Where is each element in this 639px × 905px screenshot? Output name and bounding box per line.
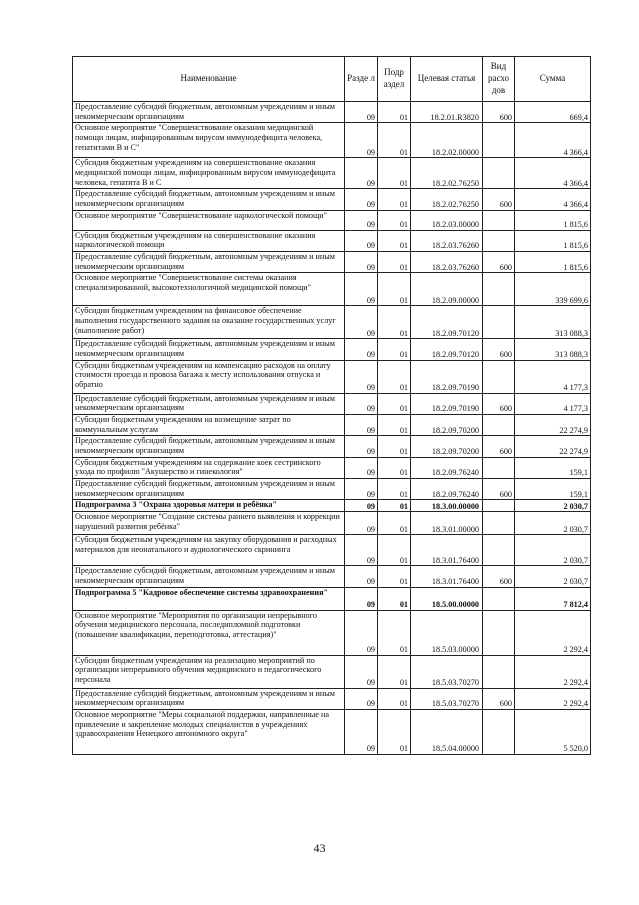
cell-statya: 18.5.03.00000 — [411, 610, 483, 655]
cell-podrazdel: 01 — [378, 500, 411, 512]
cell-summa: 339 699,6 — [515, 273, 591, 306]
cell-razdel: 09 — [345, 360, 378, 393]
cell-summa: 159,1 — [515, 479, 591, 500]
table-row — [73, 566, 591, 587]
cell-name: Основное мероприятие "Меры социальной поддержки, направленные на привлечение и закрепление молодых специалистов в учреждениях здравоохранения Ненецкого автономного округа" — [73, 710, 345, 755]
cell-statya: 18.2.09.76240 — [411, 479, 483, 500]
cell-statya: 18.2.09.00000 — [411, 273, 483, 306]
header-vid: Вид расхо дов — [483, 57, 515, 102]
table-row — [73, 512, 591, 535]
cell-vid: 600 — [483, 436, 515, 457]
cell-vid — [483, 655, 515, 688]
cell-statya: 18.3.00.00000 — [411, 500, 483, 512]
cell-name: Предоставление субсидий бюджетным, автономным учреждениям и иным некоммерческим организациям — [73, 102, 345, 123]
table-row — [73, 415, 591, 436]
cell-podrazdel: 01 — [378, 655, 411, 688]
cell-summa: 1 815,6 — [515, 252, 591, 273]
cell-name: Основное мероприятие "Совершенствование системы оказания специализированной, высокотехнологичной медицинской помощи" — [73, 273, 345, 306]
cell-summa: 2 030,7 — [515, 512, 591, 535]
cell-name: Основное мероприятие "Создание системы раннего выявления и коррекции нарушений развития ребёнка" — [73, 512, 345, 535]
cell-podrazdel: 01 — [378, 210, 411, 230]
table-row — [73, 688, 591, 709]
cell-name: Субсидия бюджетным учреждениям на совершенствование оказания медицинской помощи лицам, инфицированным вирусом иммунодефицита человека, гепатита В и С — [73, 158, 345, 189]
cell-podrazdel: 01 — [378, 252, 411, 273]
cell-podrazdel: 01 — [378, 189, 411, 210]
cell-summa: 4 177,3 — [515, 393, 591, 414]
cell-summa: 4 366,4 — [515, 158, 591, 189]
table-row — [73, 479, 591, 500]
cell-vid: 600 — [483, 479, 515, 500]
cell-statya: 18.2.09.70120 — [411, 339, 483, 360]
cell-vid — [483, 457, 515, 478]
cell-podrazdel: 01 — [378, 158, 411, 189]
table-row — [73, 457, 591, 478]
header-row — [73, 57, 591, 102]
cell-razdel: 09 — [345, 566, 378, 587]
table-row — [73, 360, 591, 393]
cell-vid: 600 — [483, 102, 515, 123]
table-row — [73, 655, 591, 688]
cell-razdel: 09 — [345, 610, 378, 655]
table-row — [73, 252, 591, 273]
table-row — [73, 306, 591, 339]
cell-razdel: 09 — [345, 339, 378, 360]
cell-podrazdel: 01 — [378, 688, 411, 709]
cell-name: Предоставление субсидий бюджетным, автономным учреждениям и иным некоммерческим организациям — [73, 189, 345, 210]
cell-statya: 18.2.09.70200 — [411, 436, 483, 457]
cell-razdel: 09 — [345, 655, 378, 688]
table-row — [73, 273, 591, 306]
cell-vid — [483, 710, 515, 755]
cell-razdel: 09 — [345, 252, 378, 273]
cell-podrazdel: 01 — [378, 273, 411, 306]
table-row — [73, 339, 591, 360]
cell-name: Основное мероприятие "Мероприятия по организации непрерывного обучения медицинского персонала, последипломной подготовки (повышение квалификации, переподготовка, аттестация)" — [73, 610, 345, 655]
cell-razdel: 09 — [345, 457, 378, 478]
cell-vid: 600 — [483, 339, 515, 360]
cell-summa: 159,1 — [515, 457, 591, 478]
cell-vid: 600 — [483, 252, 515, 273]
cell-summa: 669,4 — [515, 102, 591, 123]
cell-name: Предоставление субсидий бюджетным, автономным учреждениям и иным некоммерческим организациям — [73, 688, 345, 709]
cell-summa: 4 366,4 — [515, 123, 591, 158]
cell-summa: 4 177,3 — [515, 360, 591, 393]
cell-name: Основное мероприятие "Совершенствование наркологической помощи" — [73, 210, 345, 230]
cell-statya: 18.2.03.76260 — [411, 230, 483, 251]
cell-podrazdel: 01 — [378, 393, 411, 414]
cell-vid — [483, 273, 515, 306]
cell-summa: 2 030,7 — [515, 500, 591, 512]
cell-statya: 18.2.03.76260 — [411, 252, 483, 273]
cell-name: Предоставление субсидий бюджетным, автономным учреждениям и иным некоммерческим организациям — [73, 393, 345, 414]
cell-name: Предоставление субсидий бюджетным, автономным учреждениям и иным некоммерческим организациям — [73, 436, 345, 457]
cell-name: Субсидии бюджетным учреждениям на реализацию мероприятий по организации непрерывного обучения медицинского и педагогического персонала — [73, 655, 345, 688]
table-row — [73, 393, 591, 414]
cell-podrazdel: 01 — [378, 102, 411, 123]
cell-podrazdel: 01 — [378, 610, 411, 655]
cell-statya: 18.5.00.00000 — [411, 587, 483, 610]
cell-statya: 18.5.04.00000 — [411, 710, 483, 755]
cell-summa: 2 030,7 — [515, 535, 591, 566]
cell-summa: 1 815,6 — [515, 210, 591, 230]
cell-statya: 18.5.03.70270 — [411, 688, 483, 709]
table-body — [73, 102, 591, 755]
cell-podrazdel: 01 — [378, 566, 411, 587]
table-row — [73, 123, 591, 158]
cell-statya: 18.2.01.R3820 — [411, 102, 483, 123]
cell-razdel: 09 — [345, 158, 378, 189]
cell-razdel: 09 — [345, 273, 378, 306]
cell-razdel: 09 — [345, 210, 378, 230]
cell-statya: 18.2.09.76240 — [411, 457, 483, 478]
header-podrazdel: Подр аздел — [378, 57, 411, 102]
cell-name: Подпрограмма 3 "Охрана здоровья матери и ребёнка" — [73, 500, 345, 512]
cell-razdel: 09 — [345, 102, 378, 123]
cell-summa: 313 088,3 — [515, 306, 591, 339]
cell-vid — [483, 360, 515, 393]
cell-razdel: 09 — [345, 688, 378, 709]
cell-summa: 5 520,0 — [515, 710, 591, 755]
table-row — [73, 535, 591, 566]
table-row — [73, 710, 591, 755]
cell-statya: 18.3.01.76400 — [411, 535, 483, 566]
cell-vid — [483, 610, 515, 655]
cell-razdel: 09 — [345, 512, 378, 535]
cell-summa: 2 030,7 — [515, 566, 591, 587]
cell-podrazdel: 01 — [378, 360, 411, 393]
cell-vid: 600 — [483, 189, 515, 210]
cell-name: Субсидия бюджетным учреждениям на содержание коек сестринского ухода по профилю "Акушерство и гинекология" — [73, 457, 345, 478]
cell-razdel: 09 — [345, 587, 378, 610]
cell-vid — [483, 500, 515, 512]
cell-statya: 18.2.02.00000 — [411, 123, 483, 158]
table-row — [73, 158, 591, 189]
cell-name: Предоставление субсидий бюджетным, автономным учреждениям и иным некоммерческим организациям — [73, 339, 345, 360]
cell-summa: 22 274,9 — [515, 436, 591, 457]
cell-razdel: 09 — [345, 436, 378, 457]
budget-table — [72, 56, 591, 755]
cell-statya: 18.2.09.70120 — [411, 306, 483, 339]
cell-razdel: 09 — [345, 479, 378, 500]
cell-summa: 313 088,3 — [515, 339, 591, 360]
cell-name: Предоставление субсидий бюджетным, автономным учреждениям и иным некоммерческим организациям — [73, 252, 345, 273]
cell-statya: 18.3.01.76400 — [411, 566, 483, 587]
cell-name: Субсидия бюджетным учреждениям на закупку оборудования и расходных материалов для неонатального и аудиологического скрининга — [73, 535, 345, 566]
cell-vid — [483, 230, 515, 251]
table-row — [73, 500, 591, 512]
cell-razdel: 09 — [345, 710, 378, 755]
cell-podrazdel: 01 — [378, 339, 411, 360]
cell-name: Субсидии бюджетным учреждениям на финансовое обеспечение выполнения государственного задания на оказание государственных услуг (выполнение работ) — [73, 306, 345, 339]
cell-name: Предоставление субсидий бюджетным, автономным учреждениям и иным некоммерческим организациям — [73, 479, 345, 500]
table-row — [73, 230, 591, 251]
cell-summa: 1 815,6 — [515, 230, 591, 251]
cell-podrazdel: 01 — [378, 710, 411, 755]
cell-statya: 18.2.02.76250 — [411, 189, 483, 210]
cell-podrazdel: 01 — [378, 436, 411, 457]
cell-razdel: 09 — [345, 306, 378, 339]
cell-vid — [483, 512, 515, 535]
cell-summa: 4 366,4 — [515, 189, 591, 210]
cell-vid — [483, 123, 515, 158]
cell-razdel: 09 — [345, 230, 378, 251]
cell-podrazdel: 01 — [378, 123, 411, 158]
cell-name: Субсидии бюджетным учреждениям на компенсацию расходов на оплату стоимости проезда и провоза багажа к месту использования отпуска и обратно — [73, 360, 345, 393]
header-summa: Сумма — [515, 57, 591, 102]
cell-razdel: 09 — [345, 123, 378, 158]
cell-podrazdel: 01 — [378, 587, 411, 610]
cell-razdel: 09 — [345, 500, 378, 512]
cell-name: Субсидии бюджетным учреждениям на возмещение затрат по коммунальным услугам — [73, 415, 345, 436]
cell-statya: 18.3.01.00000 — [411, 512, 483, 535]
cell-vid — [483, 306, 515, 339]
cell-name: Подпрограмма 5 "Кадровое обеспечение системы здравоохранения" — [73, 587, 345, 610]
cell-summa: 2 292,4 — [515, 655, 591, 688]
cell-vid — [483, 210, 515, 230]
header-name: Наименование — [73, 57, 345, 102]
cell-summa: 2 292,4 — [515, 688, 591, 709]
cell-podrazdel: 01 — [378, 479, 411, 500]
table-row — [73, 436, 591, 457]
cell-podrazdel: 01 — [378, 535, 411, 566]
table-row — [73, 210, 591, 230]
cell-vid: 600 — [483, 688, 515, 709]
cell-razdel: 09 — [345, 535, 378, 566]
cell-podrazdel: 01 — [378, 415, 411, 436]
cell-statya: 18.2.02.76250 — [411, 158, 483, 189]
cell-name: Предоставление субсидий бюджетным, автономным учреждениям и иным некоммерческим организациям — [73, 566, 345, 587]
cell-vid — [483, 535, 515, 566]
cell-statya: 18.2.09.70190 — [411, 393, 483, 414]
table-row — [73, 610, 591, 655]
table-row — [73, 587, 591, 610]
cell-name: Субсидия бюджетным учреждениям на совершенствование оказания наркологической помощи — [73, 230, 345, 251]
table-row — [73, 189, 591, 210]
cell-summa: 7 812,4 — [515, 587, 591, 610]
cell-name: Основное мероприятие "Совершенствование оказания медицинской помощи лицам, инфицированным вирусом иммунодефицита человека, гепатитами В и С" — [73, 123, 345, 158]
cell-statya: 18.5.03.70270 — [411, 655, 483, 688]
cell-vid — [483, 587, 515, 610]
cell-razdel: 09 — [345, 189, 378, 210]
cell-podrazdel: 01 — [378, 306, 411, 339]
cell-summa: 2 292,4 — [515, 610, 591, 655]
cell-statya: 18.2.03.00000 — [411, 210, 483, 230]
cell-vid: 600 — [483, 566, 515, 587]
cell-podrazdel: 01 — [378, 457, 411, 478]
cell-razdel: 09 — [345, 393, 378, 414]
header-statya: Целевая статья — [411, 57, 483, 102]
cell-vid: 600 — [483, 393, 515, 414]
header-razdel: Разде л — [345, 57, 378, 102]
cell-vid — [483, 158, 515, 189]
cell-podrazdel: 01 — [378, 230, 411, 251]
cell-razdel: 09 — [345, 415, 378, 436]
page-number: 43 — [313, 841, 326, 855]
cell-vid — [483, 415, 515, 436]
cell-summa: 22 274,9 — [515, 415, 591, 436]
cell-statya: 18.2.09.70190 — [411, 360, 483, 393]
cell-statya: 18.2.09.70200 — [411, 415, 483, 436]
table-row — [73, 102, 591, 123]
cell-podrazdel: 01 — [378, 512, 411, 535]
